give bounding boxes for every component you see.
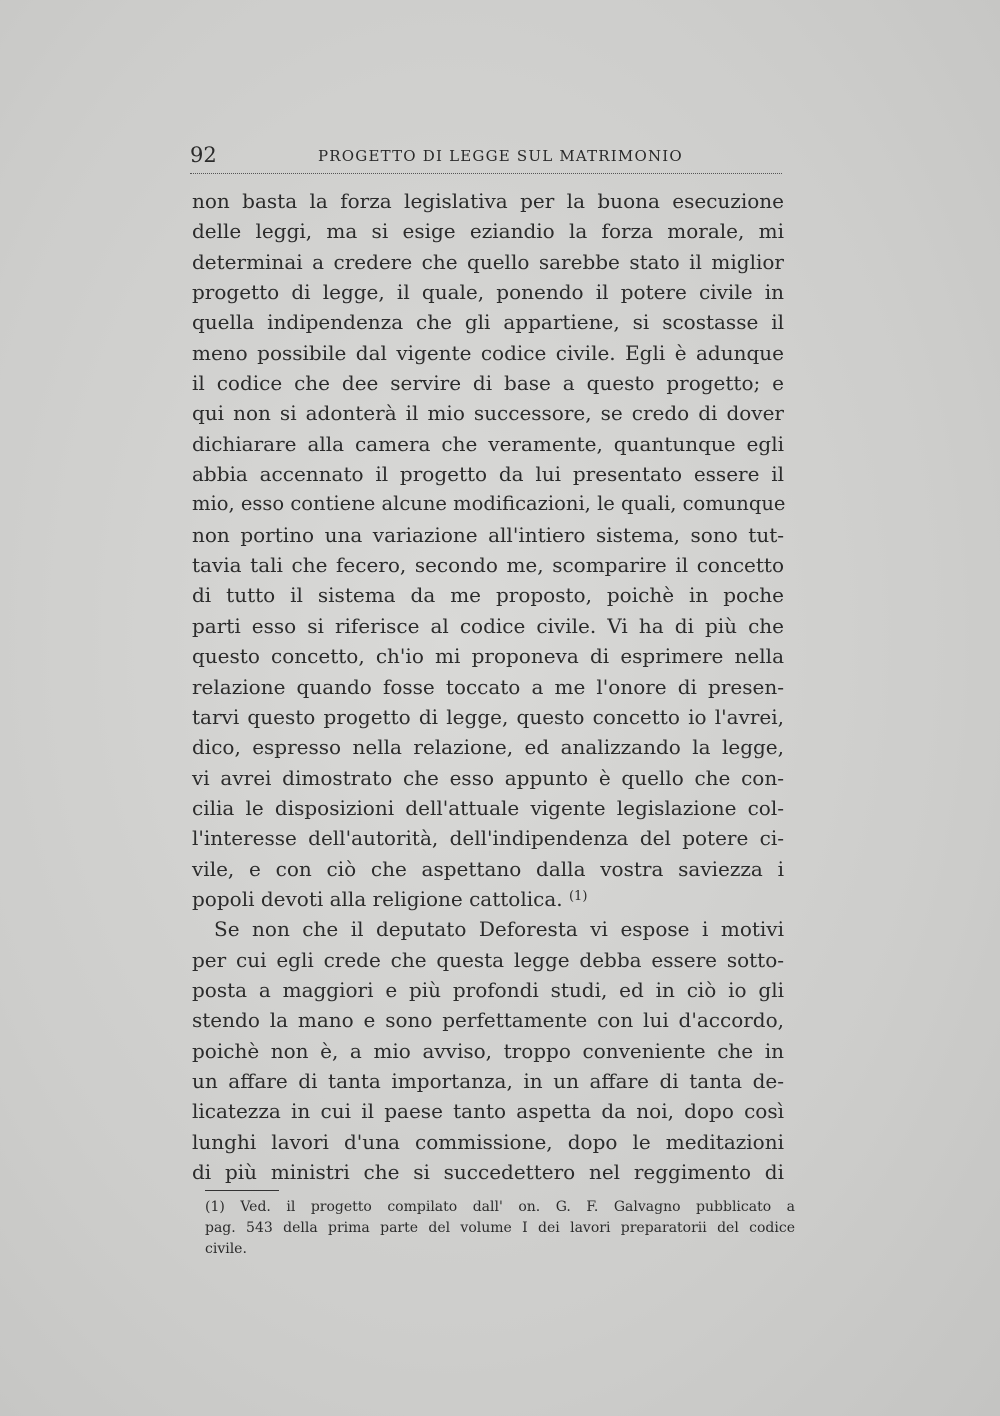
body-line: lunghi lavori d'una commissione, dopo le meditazioni: [192, 1129, 784, 1154]
body-line: posta a maggiori e più profondi studi, ed in ciò io gli: [192, 977, 784, 1002]
paragraph-end-line: [192, 884, 784, 914]
body-line: licatezza in cui il paese tanto aspetta da noi, dopo così: [192, 1099, 784, 1124]
body-line: tavia tali che fecero, secondo me, scomparire il concetto: [192, 553, 784, 578]
body-line: per cui egli crede che questa legge debba essere sotto-: [192, 947, 784, 972]
body-text: [192, 186, 784, 1187]
body-line: non portino una variazione all'intiero sistema, sono tut-: [192, 522, 784, 547]
header-rule: [190, 173, 782, 174]
body-line-text: popoli devoti alla religione cattolica.: [192, 886, 563, 911]
body-line: delle leggi, ma si esige eziandio la forza morale, mi: [192, 219, 784, 244]
body-line: vile, e con ciò che aspettano dalla vostra saviezza i: [192, 856, 784, 881]
body-line: il codice che dee servire di base a questo progetto; e: [192, 371, 784, 396]
footnote-line: (1) Ved. il progetto compilato dall' on. G. F. Galvagno pubblicato a: [205, 1199, 795, 1215]
body-line: dichiarare alla camera che veramente, quantunque egli: [192, 431, 784, 456]
body-line: di più ministri che si succedettero nel reggimento di: [192, 1160, 784, 1184]
body-line: mio, esso contiene alcune modificazioni, le quali, comunque: [192, 492, 786, 516]
footnote-line: pag. 543 della prima parte del volume I dei lavori preparatorii del codice: [205, 1220, 795, 1236]
body-line: dico, espresso nella relazione, ed analizzando la legge,: [192, 735, 784, 760]
body-line: di tutto il sistema da me proposto, poichè in poche: [192, 583, 784, 608]
body-line: Se non che il deputato Deforesta vi espose i motivi: [214, 917, 784, 942]
body-line: cilia le disposizioni dell'attuale vigente legislazione col-: [192, 795, 784, 820]
body-line: poichè non è, a mio avviso, troppo conveniente che in: [192, 1038, 784, 1063]
page-header: [190, 143, 782, 173]
body-line: tarvi questo progetto di legge, questo concetto io l'avrei,: [192, 704, 784, 729]
body-line: questo concetto, ch'io mi proponeva di esprimere nella: [192, 644, 784, 669]
body-line: determinai a credere che quello sarebbe stato il miglior: [192, 249, 784, 274]
body-line: parti esso si riferisce al codice civile. Vi ha di più che: [192, 613, 784, 638]
footnote-line: civile.: [205, 1241, 247, 1257]
running-title: PROGETTO DI LEGGE SUL MATRIMONIO: [318, 147, 683, 165]
footnote-reference[interactable]: (1): [568, 888, 588, 904]
body-line: qui non si adonterà il mio successore, se credo di dover: [192, 401, 784, 426]
body-line: quella indipendenza che gli appartiene, si scostasse il: [192, 310, 784, 335]
footnote: [205, 1197, 795, 1260]
body-line: meno possibile dal vigente codice civile. Egli è adunque: [192, 340, 784, 365]
body-line: abbia accennato il progetto da lui presentato essere il: [192, 462, 784, 487]
body-line: progetto di legge, il quale, ponendo il potere civile in: [192, 280, 784, 305]
body-line: l'interesse dell'autorità, dell'indipendenza del potere ci-: [192, 826, 784, 851]
body-line: non basta la forza legislativa per la buona esecuzione: [192, 189, 784, 213]
page-number: 92: [190, 143, 217, 167]
body-line: relazione quando fosse toccato a me l'onore di presen-: [192, 674, 784, 699]
body-line: vi avrei dimostrato che esso appunto è quello che con-: [192, 765, 784, 790]
body-line: un affare di tanta importanza, in un affare di tanta de-: [192, 1068, 784, 1093]
body-line: stendo la mano e sono perfettamente con lui d'accordo,: [192, 1008, 784, 1033]
footnote-rule: [205, 1190, 279, 1191]
